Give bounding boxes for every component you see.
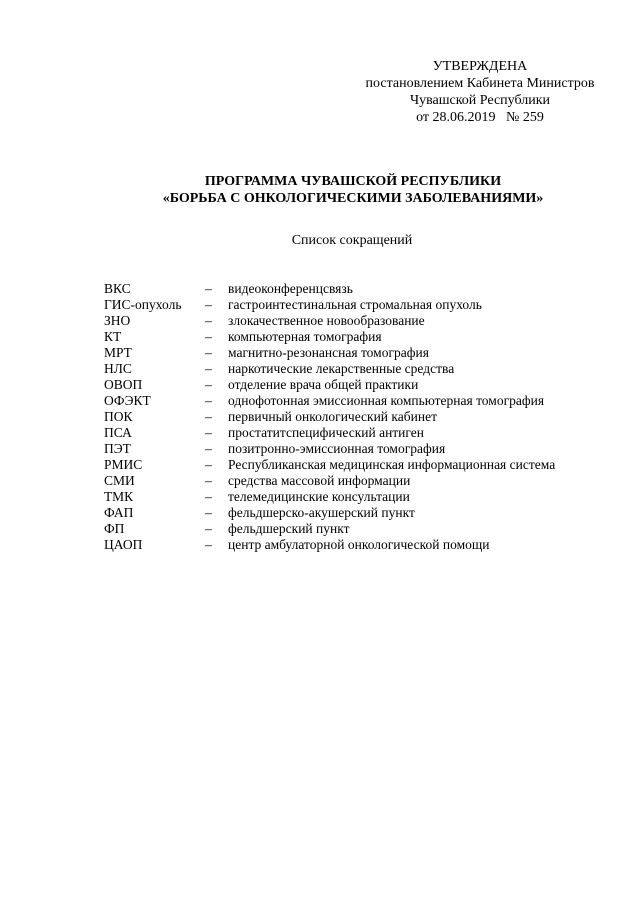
abbreviation-term: СМИ bbox=[104, 473, 135, 488]
abbreviation-row bbox=[104, 457, 604, 473]
program-title-line-1: ПРОГРАММА ЧУВАШСКОЙ РЕСПУБЛИКИ bbox=[204, 174, 502, 189]
program-title-line-2: «БОРЬБА С ОНКОЛОГИЧЕСКИМИ ЗАБОЛЕВАНИЯМИ» bbox=[162, 191, 544, 206]
abbreviation-dash: – bbox=[205, 377, 212, 392]
abbreviation-row bbox=[104, 313, 604, 329]
abbreviation-term: ОВОП bbox=[104, 377, 143, 392]
abbreviation-term: МРТ bbox=[104, 345, 132, 360]
abbreviation-term: ЦАОП bbox=[104, 537, 143, 552]
abbreviation-definition: средства массовой информации bbox=[228, 473, 411, 488]
abbreviation-row bbox=[104, 521, 604, 537]
approval-stamp bbox=[350, 58, 610, 126]
abbreviation-term: КТ bbox=[104, 329, 122, 344]
abbreviation-row bbox=[104, 409, 604, 425]
abbreviation-row bbox=[104, 489, 604, 505]
abbreviation-dash: – bbox=[205, 361, 212, 376]
approval-heading: УТВЕРЖДЕНА bbox=[432, 59, 528, 74]
abbreviation-dash: – bbox=[205, 473, 212, 488]
abbreviation-term: ПОК bbox=[104, 409, 133, 424]
abbreviations-list bbox=[104, 281, 604, 553]
approval-date-number: от 28.06.2019 № 259 bbox=[416, 110, 544, 125]
approval-republic: Чувашской Республики bbox=[409, 93, 551, 108]
abbreviation-term: ГИС-опухоль bbox=[104, 297, 182, 312]
abbreviation-definition: наркотические лекарственные средства bbox=[228, 361, 455, 376]
abbreviation-term: НЛС bbox=[104, 361, 132, 376]
abbreviation-term: ФП bbox=[104, 521, 125, 536]
abbreviation-row bbox=[104, 297, 604, 313]
abbreviation-definition: видеоконференцсвязь bbox=[228, 281, 353, 296]
abbreviation-definition: компьютерная томография bbox=[228, 329, 382, 344]
abbreviation-dash: – bbox=[205, 441, 212, 456]
abbreviations-heading: Список сокращений bbox=[291, 233, 413, 248]
abbreviation-term: ЗНО bbox=[104, 313, 131, 328]
abbreviation-term: ТМК bbox=[104, 489, 134, 504]
abbreviation-row bbox=[104, 505, 604, 521]
abbreviation-term: ПСА bbox=[104, 425, 132, 440]
abbreviation-row bbox=[104, 345, 604, 361]
abbreviation-definition: телемедицинские консультации bbox=[228, 489, 410, 504]
abbreviation-dash: – bbox=[205, 329, 212, 344]
abbreviation-row bbox=[104, 441, 604, 457]
abbreviation-definition: позитронно-эмиссионная томография bbox=[228, 441, 446, 456]
abbreviation-row bbox=[104, 425, 604, 441]
abbreviation-definition: Республиканская медицинская информационная система bbox=[228, 457, 556, 472]
abbreviation-definition: магнитно-резонансная томография bbox=[228, 345, 429, 360]
abbreviation-row bbox=[104, 329, 604, 345]
abbreviation-term: ФАП bbox=[104, 505, 134, 520]
abbreviation-term: ПЭТ bbox=[104, 441, 131, 456]
abbreviation-row bbox=[104, 281, 604, 297]
abbreviation-term: РМИС bbox=[104, 457, 143, 472]
abbreviation-definition: фельдшерский пункт bbox=[228, 521, 350, 536]
abbreviation-term: ОФЭКТ bbox=[104, 393, 151, 408]
program-title bbox=[0, 173, 640, 207]
abbreviation-dash: – bbox=[205, 297, 212, 312]
abbreviation-dash: – bbox=[205, 345, 212, 360]
abbreviation-definition: однофотонная эмиссионная компьютерная томография bbox=[228, 393, 545, 408]
abbreviation-row bbox=[104, 393, 604, 409]
abbreviation-definition: простатитспецифический антиген bbox=[228, 425, 424, 440]
abbreviation-definition: фельдшерско-акушерский пункт bbox=[228, 505, 415, 520]
abbreviation-row bbox=[104, 377, 604, 393]
abbreviation-dash: – bbox=[205, 393, 212, 408]
abbreviation-term: ВКС bbox=[104, 281, 131, 296]
abbreviation-definition: отделение врача общей практики bbox=[228, 377, 419, 392]
abbreviation-dash: – bbox=[205, 313, 212, 328]
abbreviation-definition: гастроинтестинальная стромальная опухоль bbox=[228, 297, 482, 312]
abbreviation-dash: – bbox=[205, 505, 212, 520]
abbreviation-dash: – bbox=[205, 457, 212, 472]
abbreviation-row bbox=[104, 361, 604, 377]
abbreviation-dash: – bbox=[205, 425, 212, 440]
abbreviation-definition: первичный онкологический кабинет bbox=[228, 409, 437, 424]
approval-issuer: постановлением Кабинета Министров bbox=[365, 76, 595, 91]
abbreviation-row bbox=[104, 473, 604, 489]
abbreviation-dash: – bbox=[205, 409, 212, 424]
abbreviation-dash: – bbox=[205, 521, 212, 536]
abbreviation-dash: – bbox=[205, 489, 212, 504]
abbreviation-definition: центр амбулаторной онкологической помощи bbox=[228, 537, 490, 552]
abbreviation-row bbox=[104, 537, 604, 553]
abbreviation-dash: – bbox=[205, 537, 212, 552]
abbreviation-dash: – bbox=[205, 281, 212, 296]
abbreviation-definition: злокачественное новообразование bbox=[228, 313, 425, 328]
